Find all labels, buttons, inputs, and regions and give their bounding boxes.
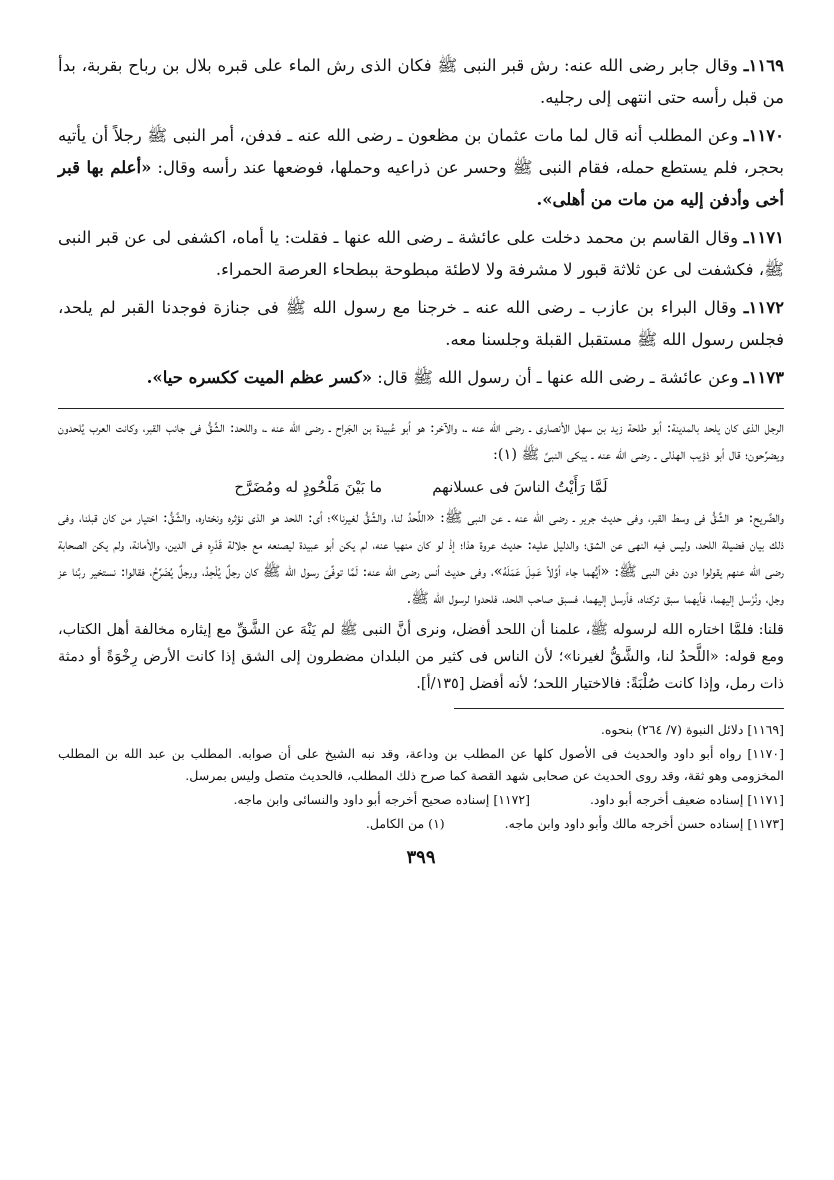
commentary	[58, 415, 784, 698]
footnote-verse-meter: (١) من الكامل.	[365, 816, 445, 831]
hadith-text: وقال القاسم بن محمد دخلت على عائشة ـ رضى الله عنها ـ فقلت: يا أماه، اكشفى لى عن قبر النبى ﷺ، فكشفت لى عن ثلاثة قبور لا مشرفة ولا لاطئة مبطوحة ببطحاء العرصة الحمراء.	[58, 228, 784, 279]
hadith-text: وعن عائشة ـ رضى الله عنها ـ أن رسول الله ﷺ قال:	[372, 368, 744, 387]
hadith-number: ١١٧٢ـ	[743, 298, 784, 317]
section-divider	[58, 408, 784, 409]
verse-first-hemistich: لَمَّا رَأَيْتُ الناسَ فى عسلانهم	[432, 478, 608, 496]
hadith-quote: «كسر عظم الميت ككسره حيا».	[146, 368, 373, 387]
hadith-quote: «أعلم بها قبر أخى وأدفن إليه من مات من أهلى».	[58, 158, 784, 209]
hadith-1170	[58, 120, 784, 216]
hadith-number: ١١٧١ـ	[743, 228, 784, 247]
footnote-1171: [١١٧١] إسناده ضعيف أخرجه أبو داود.	[589, 792, 784, 807]
hadith-1172	[58, 292, 784, 356]
footnote-1169: [١١٦٩] دلائل النبوة (٧/ ٢٦٤) بنحوه.	[600, 722, 784, 737]
hadith-text: وقال البراء بن عازب ـ رضى الله عنه ـ خرجنا مع رسول الله ﷺ فى جنازة فوجدنا القبر لم يلحد، فجلس رسول الله ﷺ مستقبل القبلة وجلسنا معه.	[58, 298, 784, 349]
footnote-row	[58, 813, 784, 835]
hadith-1173	[58, 362, 784, 394]
hadith-text: وعن المطلب أنه قال لما مات عثمان بن مظعون ـ رضى الله عنه ـ فدفن، أمر النبى ﷺ رجلاً أن يأتيه بحجر، فلم يستطع حمله، فقام النبى ﷺ وحسر عن ذراعيه وحملها، فوضعها عند رأسه وقال:	[58, 126, 784, 177]
footnotes	[58, 719, 784, 835]
hadith-text: وقال جابر رضى الله عنه: رش قبر النبى ﷺ فكان الذى رش الماء على قبره بلال بن رباح بقربة، بدأ من قبل رأسه حتى انتهى إلى رجليه.	[58, 56, 784, 107]
page-number: ٣٩٩	[406, 847, 436, 868]
hadith-number: ١١٧٠ـ	[743, 126, 784, 145]
commentary-paragraph-1: الرجل الذى كان يلحد بالمدينة: أبو طلحة زيد بن سهل الأنصارى ـ رضى الله عنه ـ، والآخر: هو أبو عُبيدة بن الجَراح ـ رضى الله عنه ـ، واللحد: الشَّقُّ فى جانب القبر، وكانت العرب يُلحدون ويضرِّحون؛ قال أبو ذؤيب الهذلى ـ رضى الله عنه ـ يبكى النبىَّ ﷺ (١):	[58, 420, 784, 463]
footnote-divider	[454, 708, 784, 709]
footnote-1172: [١١٧٢] إسناده صحيح أخرجه أبو داود والنسائى وابن ماجه.	[233, 792, 530, 807]
footnote-row	[58, 789, 784, 811]
hadith-number: ١١٦٩ـ	[743, 56, 784, 75]
hadith-1169	[58, 50, 784, 114]
hadith-number: ١١٧٣ـ	[743, 368, 784, 387]
poetry-verse	[58, 473, 784, 501]
verse-second-hemistich: ما بَيْنَ مَلْحُودٍ له ومُضَرَّح	[234, 478, 383, 496]
footnote-1173: [١١٧٣] إسناده حسن أخرجه مالك وأبو داود وابن ماجه.	[504, 816, 784, 831]
main-text	[58, 50, 784, 394]
commentary-paragraph-2: والضَّريح: هو الشَّقُّ فى وسط القبر، وفى حديث جرير ـ رضى الله عنه ـ عن النبى ﷺ: «اللَّحدُ لنا، والشَّقُّ لغيرنا»؛ أى: اللحد هو الذى نؤثره ونختاره، والشَّقُّ: اختيار من كان قبلنا، وفى ذلك بيان فضيلة اللحد، وليس فيه النهى عن الشق؛ والدليل عليه: حديث عروة هذا؛ إذْ لو كان منهيا عنه، لم يكن أبو عبيدة ليصنعه مع جلالة قَدْرِه فى الدين، والأمانة، ولم يكن الصحابة رضى الله عنهم يقولوا دون دفن النبى ﷺ: «أيُّهما جاء أوَّلاً عَمِلَ عَمَلَهُ»، وفى حديث أنس رضى الله عنه: لَمَّا توفِّىَ رسول الله ﷺ كان رجلٌ يُلْحِدُ، ورجلٌ يُضَرِّحُ، فقالوا: نستخير ربَّنا عز وجل، ونُرْسل إليهما، فأيهما سبق تركناه، فأرسل إليهما، فسبق صاحب اللحد، فلحدوا لرسول الله ﷺ.	[58, 510, 784, 607]
footnote-1170: [١١٧٠] رواه أبو داود والحديث فى الأصول كلها عن المطلب بن وداعة، وقد نبه الشيخ على أن صوابه. المطلب بن عبد الله بن المطلب المخزومى وهو ثقة، وقد روى الحديث عن صحابى شهد القصة كما صرح ذلك المطلب، فالحديث متصل وليس بمرسل.	[58, 746, 784, 783]
commentary-paragraph-3: قلنا: فلمَّا اختاره الله لرسوله ﷺ، علمنا أن اللحد أفضل، ونرى أنَّ النبى ﷺ لم يَنْهَ عن الشَّقِّ مع إيثاره مخالفة أهل الكتاب، ومع قوله: «اللَّحدُ لنا، والشَّقُّ لغيرنا»؛ لأن الناس فى كثير من البلدان مضطرون إلى الشق إذا كانت الأرض رِخْوَةً أو دمثة ذات رمل، وإذا كانت صُلْبَةً: فالاختيار اللحد؛ لأنه أفضل [١٣٥/أ].	[58, 622, 784, 692]
hadith-1171	[58, 222, 784, 286]
